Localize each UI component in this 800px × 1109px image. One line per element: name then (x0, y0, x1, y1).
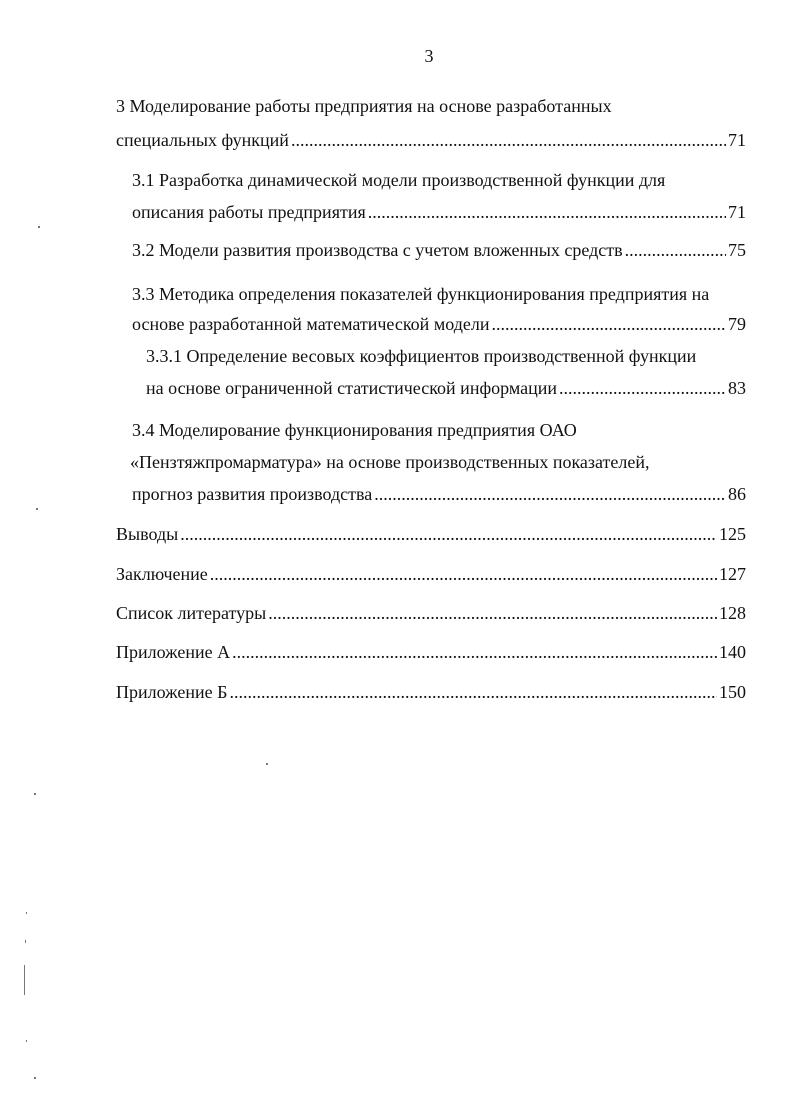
toc-entry-appendix-b[interactable] (116, 680, 746, 704)
dot-leader (232, 640, 717, 664)
scan-speck (34, 1077, 36, 1079)
toc-entry-3-1-line-1: 3.1 Разработка динамической модели производственной функции для (132, 170, 666, 190)
toc-entry-3-4[interactable] (132, 482, 746, 506)
toc-entry-3-3[interactable] (132, 312, 746, 336)
toc-page-number: 71 (728, 130, 746, 150)
toc-entry-references[interactable] (116, 601, 746, 625)
toc-page-number: 127 (719, 564, 746, 584)
toc-entry-3-3-1[interactable] (146, 376, 746, 400)
toc-entry-3-1[interactable] (132, 200, 746, 224)
scan-speck (25, 940, 26, 943)
scan-speck (36, 508, 38, 510)
toc-entry-title: прогноз развития производства (132, 484, 373, 504)
toc-page-number: 83 (728, 378, 746, 398)
scan-speck (34, 793, 36, 795)
toc-entry-appendix-a[interactable] (116, 640, 746, 664)
toc-entry-summary[interactable] (116, 562, 746, 586)
dot-leader (180, 522, 717, 546)
toc-entry-title: Выводы (116, 524, 179, 544)
toc-page-number: 86 (728, 484, 746, 504)
page-number: 3 (424, 46, 434, 66)
scan-speck (38, 226, 40, 228)
scan-speck (26, 912, 27, 914)
dot-leader (229, 680, 717, 704)
scan-speck (26, 1040, 27, 1042)
toc-page-number: 75 (728, 240, 746, 260)
toc-entry-title: Приложение А (116, 642, 231, 662)
dot-leader (625, 238, 726, 262)
toc-entry-3-3-1-line-1: 3.3.1 Определение весовых коэффициентов производственной функции (146, 346, 697, 366)
dot-leader (210, 562, 717, 586)
toc-entry-conclusions[interactable] (116, 522, 746, 546)
toc-entry-3-2[interactable] (132, 238, 746, 262)
toc-entry-title: основе разработанной математической модели (132, 314, 490, 334)
toc-entry-3[interactable] (116, 128, 746, 152)
toc-entry-3-line-1: 3 Моделирование работы предприятия на основе разработанных (116, 96, 612, 116)
toc-entry-3-4-line-2: «Пензтяжпромарматура» на основе производственных показателей, (130, 452, 650, 472)
toc-page-number: 79 (728, 314, 746, 334)
dot-leader (559, 376, 726, 400)
scan-speck (266, 763, 268, 765)
toc-entry-3-3-line-1: 3.3 Методика определения показателей функционирования предприятия на (132, 284, 710, 304)
toc-entry-title: описания работы предприятия (132, 202, 366, 222)
toc-entry-title: Список литературы (116, 603, 267, 623)
toc-page-number: 150 (719, 682, 746, 702)
toc-page-number: 128 (719, 603, 746, 623)
dot-leader (368, 200, 726, 224)
scan-speck (24, 965, 25, 995)
dot-leader (374, 482, 726, 506)
toc-page-number: 71 (728, 202, 746, 222)
toc-page-number: 140 (719, 642, 746, 662)
toc-entry-title: Приложение Б (116, 682, 228, 702)
toc-page-number: 125 (719, 524, 746, 544)
toc-entry-3-4-line-1: 3.4 Моделирование функционирования предприятия ОАО (132, 420, 577, 440)
toc-entry-title: на основе ограниченной статистической информации (146, 378, 557, 398)
toc-entry-title: 3.2 Модели развития производства с учетом вложенных средств (132, 240, 623, 260)
toc-entry-title: Заключение (116, 564, 208, 584)
toc-entry-title: специальных функций (116, 130, 289, 150)
dot-leader (268, 601, 717, 625)
dot-leader (291, 128, 726, 152)
dot-leader (491, 312, 726, 336)
